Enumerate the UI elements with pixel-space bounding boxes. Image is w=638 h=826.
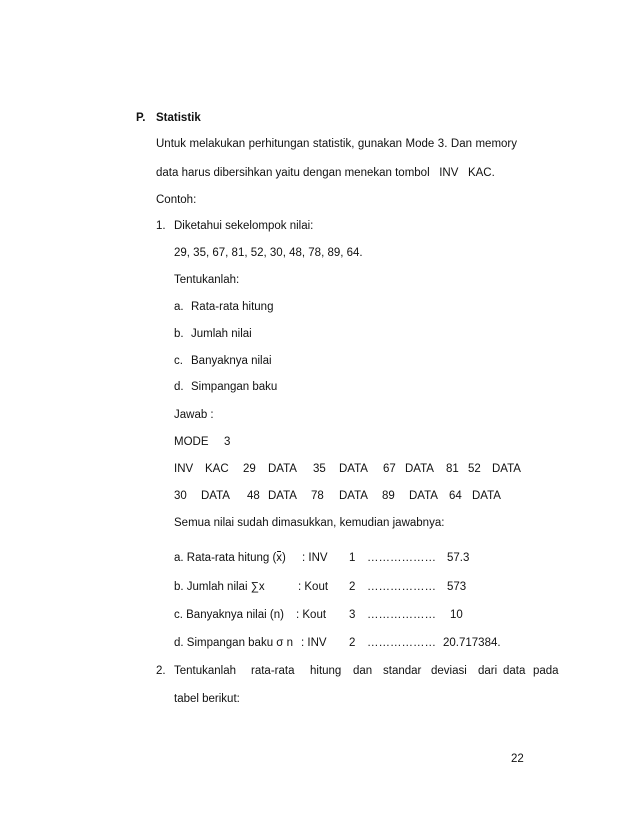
key-token: KAC (205, 463, 229, 475)
x-bar-symbol: x (276, 552, 283, 564)
answer-result: 20.717384. (443, 637, 501, 649)
item-text: Banyaknya nilai (191, 355, 272, 367)
q2-number: 2. (156, 665, 166, 677)
intro-line-2: data harus dibersihkan yaitu dengan menekan tombol INV KAC. (156, 167, 495, 179)
answer-dots: ……………… (367, 609, 436, 621)
key-token: 29 (243, 463, 256, 475)
item-text: Simpangan baku (191, 381, 278, 393)
answer-label-pre: a. Rata-rata hitung ( (174, 552, 277, 564)
key-token: 89 (382, 490, 395, 502)
answer-key: : INV (302, 552, 328, 564)
answer-num: 1 (349, 552, 356, 564)
sigma-symbol: σ (276, 637, 284, 649)
answer-result: 573 (447, 581, 467, 593)
key-token: DATA (339, 490, 368, 502)
section-title: Statistik (156, 112, 201, 124)
item-letter: b. (174, 328, 184, 340)
answer-result: 57.3 (447, 552, 470, 564)
key-token: DATA (492, 463, 521, 475)
key-token: 35 (313, 463, 326, 475)
q2-word: dan (353, 665, 373, 677)
item-letter: c. (174, 355, 183, 367)
key-token: 48 (247, 490, 260, 502)
jawab-label: Jawab : (174, 409, 214, 421)
answer-key: : Kout (298, 581, 329, 593)
answer-dots: ……………… (367, 581, 436, 593)
q2-word: rata-rata (251, 665, 295, 677)
answer-dots: ……………… (367, 637, 436, 649)
answer-label-pre: b. Jumlah nilai (174, 581, 251, 593)
q2-word: data (503, 665, 526, 677)
key-token: 64 (449, 490, 462, 502)
q2-line-2: tabel berikut: (174, 693, 240, 705)
key-token: 30 (174, 490, 187, 502)
intro-line-1: Untuk melakukan perhitungan statistik, gunakan Mode 3. Dan memory (156, 138, 518, 150)
q1-number: 1. (156, 220, 166, 232)
sigma-sum-symbol: ∑x (250, 581, 265, 593)
answer-dots: ……………… (367, 552, 436, 564)
answer-label-pre: d. Simpangan baku (174, 637, 277, 649)
answer-label-post: n (283, 637, 293, 649)
answer-key: : Kout (296, 609, 327, 621)
item-text: Jumlah nilai (191, 328, 252, 340)
key-token: DATA (472, 490, 501, 502)
key-token: MODE (174, 436, 209, 448)
answer-num: 3 (349, 609, 356, 621)
answer-num: 2 (349, 581, 356, 593)
q2-word: standar (383, 665, 422, 677)
key-token: DATA (409, 490, 438, 502)
key-token: DATA (201, 490, 230, 502)
key-token: 81 (446, 463, 459, 475)
key-token: 3 (224, 436, 231, 448)
answer-label-pre: c. Banyaknya nilai (n) (174, 609, 284, 621)
q2-word: pada (533, 665, 559, 677)
answer-num: 2 (349, 637, 356, 649)
answer-label (174, 551, 286, 565)
key-token: DATA (268, 490, 297, 502)
q2-word: deviasi (431, 665, 467, 677)
q2-word: dari (478, 665, 498, 677)
answer-label (174, 636, 293, 650)
key-token: DATA (405, 463, 434, 475)
item-text: Rata-rata hitung (191, 301, 274, 313)
answer-label-post: ) (282, 552, 286, 564)
q1-text: Diketahui sekelompok nilai: (174, 220, 314, 232)
q1-tentukan: Tentukanlah: (174, 274, 240, 286)
answer-result: 10 (450, 609, 463, 621)
answer-key: : INV (301, 637, 327, 649)
item-letter: d. (174, 381, 184, 393)
semua-text: Semua nilai sudah dimasukkan, kemudian jawabnya: (174, 517, 445, 529)
key-token: 78 (311, 490, 324, 502)
section-marker: P. (136, 112, 146, 124)
q1-values: 29, 35, 67, 81, 52, 30, 48, 78, 89, 64. (174, 247, 363, 259)
q2-word: hitung (310, 665, 342, 677)
contoh-label: Contoh: (156, 194, 197, 206)
key-token: INV (174, 463, 194, 475)
key-token: 67 (383, 463, 396, 475)
answer-label (174, 580, 265, 594)
key-token: DATA (268, 463, 297, 475)
page-number: 22 (511, 753, 524, 765)
item-letter: a. (174, 301, 184, 313)
q2-word: Tentukanlah (174, 665, 237, 677)
key-token: 52 (468, 463, 481, 475)
key-token: DATA (339, 463, 368, 475)
answer-label (174, 608, 284, 622)
